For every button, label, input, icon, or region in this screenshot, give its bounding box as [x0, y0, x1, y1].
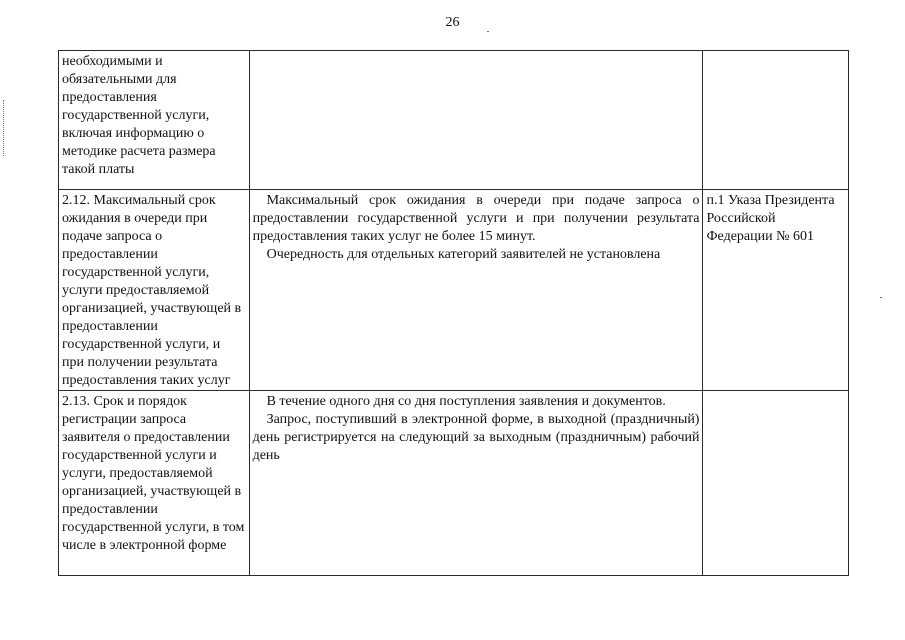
requirement-name: 2.12. Максимальный срок ожидания в очереди при подаче запроса о предоставлении государственной услуги, услуги предоставляемой организацией, участвующей в предоставлении государственной услуги, и при получении результата предоставления таких услуг	[62, 193, 242, 388]
description-paragraph: В течение одного дня со дня поступления заявления и документов.	[266, 394, 666, 409]
table-row	[59, 391, 849, 576]
requirement-name-cell	[59, 391, 250, 576]
legal-reference-cell	[703, 391, 849, 576]
scan-speck	[880, 297, 882, 298]
description-paragraph: Очередность для отдельных категорий заявителей не установлена	[266, 247, 661, 262]
requirement-description-cell	[249, 190, 703, 391]
requirement-name: 2.13. Срок и порядок регистрации запроса заявителя о предоставлении государственной услуги и услуги, предоставляемой организацией, участвующей в предоставлении государственной услуги, в том числе в электронной форме	[62, 394, 245, 553]
legal-reference-cell	[703, 190, 849, 391]
requirement-description-cell	[249, 391, 703, 576]
scan-margin-mark	[3, 100, 5, 156]
description-paragraph: Запрос, поступивший в электронной форме, в выходной (праздничный) день регистрируется на следующий за выходным (праздничным) рабочий день	[252, 412, 700, 463]
requirement-description-cell	[249, 51, 703, 190]
legal-reference-cell	[703, 51, 849, 190]
regulation-table	[58, 50, 849, 576]
table-row	[59, 190, 849, 391]
requirement-name: необходимыми и обязательными для предоставления государственной услуги, включая информацию о методике расчета размера такой платы	[62, 54, 216, 177]
requirement-name-cell	[59, 51, 250, 190]
description-paragraph: Максимальный срок ожидания в очереди при подаче запроса о предоставлении государственной услуги и при получении результата предоставления таких услуг не более 15 минут.	[252, 193, 700, 244]
legal-reference: п.1 Указа Президента Российской Федерации № 601	[706, 193, 835, 244]
requirement-name-cell	[59, 190, 250, 391]
table-row	[59, 51, 849, 190]
scan-speck	[487, 31, 489, 32]
page-number: 26	[445, 15, 460, 30]
